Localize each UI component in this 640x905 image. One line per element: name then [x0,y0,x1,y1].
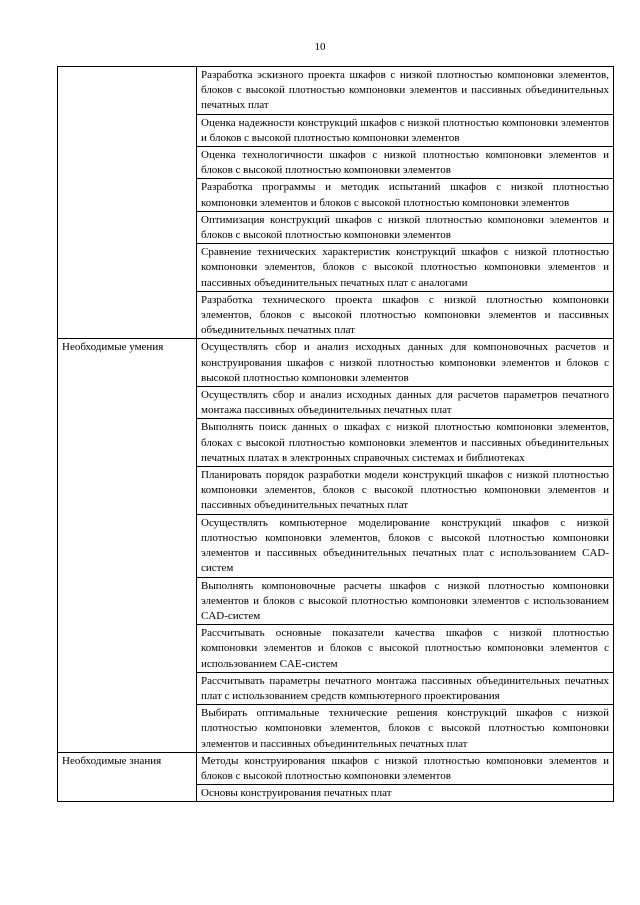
item-text: Выполнять компоновочные расчеты шкафов с низкой плотностью компоновки элементов и блоков с высокой плотностью компоновки элементов с использованием CAD-систем [197,577,614,625]
item-text: Рассчитывать основные показатели качества шкафов с низкой плотностью компоновки элементов и блоков с высокой плотностью компоновки элементов с использованием CAE-систем [197,625,614,673]
item-text: Основы конструирования печатных плат [197,785,614,802]
competency-table [57,66,614,802]
item-text: Оценка технологичности шкафов с низкой плотностью компоновки элементов и блоков с высокой плотностью компоновки элементов [197,147,614,179]
item-text: Оценка надежности конструкций шкафов с низкой плотностью компоновки элементов и блоков с высокой плотностью компоновки элементов [197,114,614,146]
table-row [58,752,614,784]
item-text: Выбирать оптимальные технические решения конструкций шкафов с низкой плотностью компоновки элементов, блоков с высокой плотностью компоновки элементов и пассивных объединительных печатных плат [197,705,614,753]
item-text: Планировать порядок разработки модели конструкций шкафов с низкой плотностью компоновки элементов, блоков с высокой плотностью компоновки элементов и пассивных объединительных печатных плат [197,467,614,515]
item-text: Выполнять поиск данных о шкафах с низкой плотностью компоновки элементов, блоках с высокой плотностью компоновки элементов и пассивных объединительных печатных платах в электронных справочных системах и библиотеках [197,419,614,467]
page-number: 10 [314,41,326,53]
item-text: Рассчитывать параметры печатного монтажа пассивных объединительных печатных плат с использованием средств компьютерного проектирования [197,672,614,704]
item-text: Оптимизация конструкций шкафов с низкой плотностью компоновки элементов и блоков с высокой плотностью компоновки элементов [197,211,614,243]
item-text: Методы конструирования шкафов с низкой плотностью компоновки элементов и блоков с высокой плотностью компоновки элементов [197,752,614,784]
section-label [58,67,197,339]
item-text: Разработка программы и методик испытаний шкафов с низкой плотностью компоновки элементов и блоков с высокой плотностью компоновки элементов [197,179,614,211]
item-text: Осуществлять сбор и анализ исходных данных для расчетов параметров печатного монтажа пассивных объединительных печатных плат [197,387,614,419]
section-label: Необходимые умения [58,339,197,752]
table-row [58,67,614,115]
item-text: Разработка технического проекта шкафов с низкой плотностью компоновки элементов, блоков с высокой плотностью компоновки элементов и пассивных объединительных печатных плат [197,291,614,339]
table-row [58,339,614,387]
item-text: Разработка эскизного проекта шкафов с низкой плотностью компоновки элементов, блоков с высокой плотностью компоновки элементов и пассивных объединительных печатных плат [197,67,614,115]
item-text: Осуществлять сбор и анализ исходных данных для компоновочных расчетов и конструирования шкафов с низкой плотностью компоновки элементов и блоков с высокой плотностью компоновки элементов [197,339,614,387]
item-text: Сравнение технических характеристик конструкций шкафов с низкой плотностью компоновки элементов, блоков с высокой плотностью компоновки элементов и пассивных объединительных печатных плат с аналогами [197,244,614,292]
item-text: Осуществлять компьютерное моделирование конструкций шкафов с низкой плотностью компоновки элементов, блоков с высокой плотностью компоновки элементов и пассивных объединительных печатных плат с использованием CAD-систем [197,514,614,577]
section-label: Необходимые знания [58,752,197,802]
